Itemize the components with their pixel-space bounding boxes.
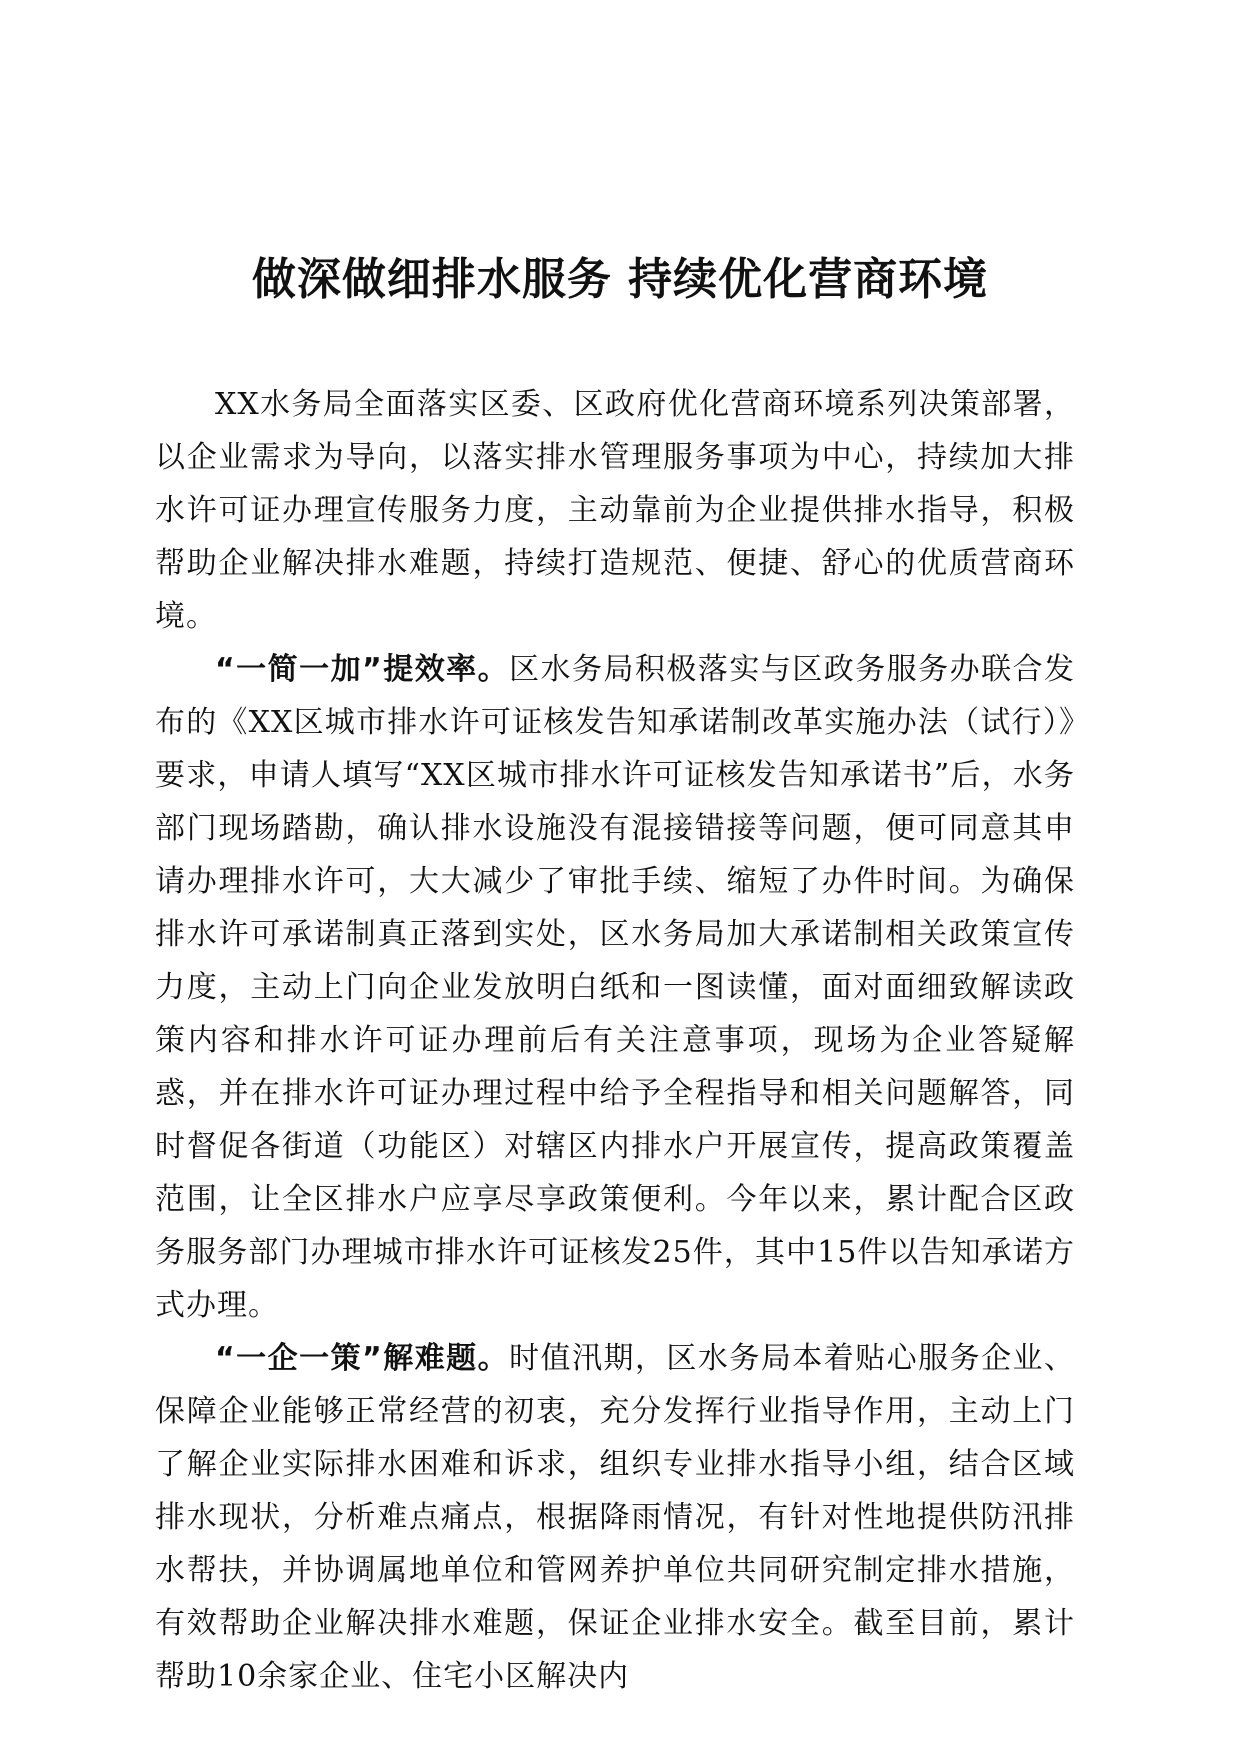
paragraph-text: 区水务局积极落实与区政务服务办联合发布的《XX区城市排水许可证核发告知承诺制改革实施办法（试行）》要求，申请人填写“XX区城市排水许可证核发告知承诺书”后，水务部门现场踏勘，确认排水设施没有混接错接等问题，便可同意其申请办理排水许可，大大减少了审批手续、缩短了办件时间。为确保排水许可承诺制真正落到实处，区水务局加大承诺制相关政策宣传力度，主动上门向企业发放明白纸和一图读懂，面对面细致解读政策内容和排水许可证办理前后有关注意事项，现场为企业答疑解惑，并在排水许可证办理过程中给予全程指导和相关问题解答，同时督促各街道（功能区）对辖区内排水户开展宣传，提高政策覆盖范围，让全区排水户应享尽享政策便利。今年以来，累计配合区政务服务部门办理城市排水许可证核发25件，其中15件以告知承诺方式办理。 [155, 652, 1076, 1323]
paragraph-problem-solving [155, 1332, 1075, 1703]
document-body [155, 378, 1075, 1703]
paragraph-text: 时值汛期，区水务局本着贴心服务企业、保障企业能够正常经营的初衷，充分发挥行业指导作用，主动上门了解企业实际排水困难和诉求，组织专业排水指导小组，结合区域排水现状，分析难点痛点，根据降雨情况，有针对性地提供防汛排水帮扶，并协调属地单位和管网养护单位共同研究制定排水措施，有效帮助企业解决排水难题，保证企业排水安全。截至目前，累计帮助10余家企业、住宅小区解决内 [155, 1341, 1076, 1694]
document-title: 做深做细排水服务 持续优化营商环境 [251, 254, 989, 305]
paragraph-intro [155, 378, 1075, 643]
paragraph-heading: “一简一加”提效率。 [215, 652, 510, 687]
paragraph-efficiency [155, 643, 1075, 1332]
paragraph-heading: “一企一策”解难题。 [215, 1341, 510, 1376]
paragraph-text: XX水务局全面落实区委、区政府优化营商环境系列决策部署，以企业需求为导向，以落实排水管理服务事项为中心，持续加大排水许可证办理宣传服务力度，主动靠前为企业提供排水指导，积极帮助企业解决排水难题，持续打造规范、便捷、舒心的优质营商环境。 [155, 387, 1075, 634]
